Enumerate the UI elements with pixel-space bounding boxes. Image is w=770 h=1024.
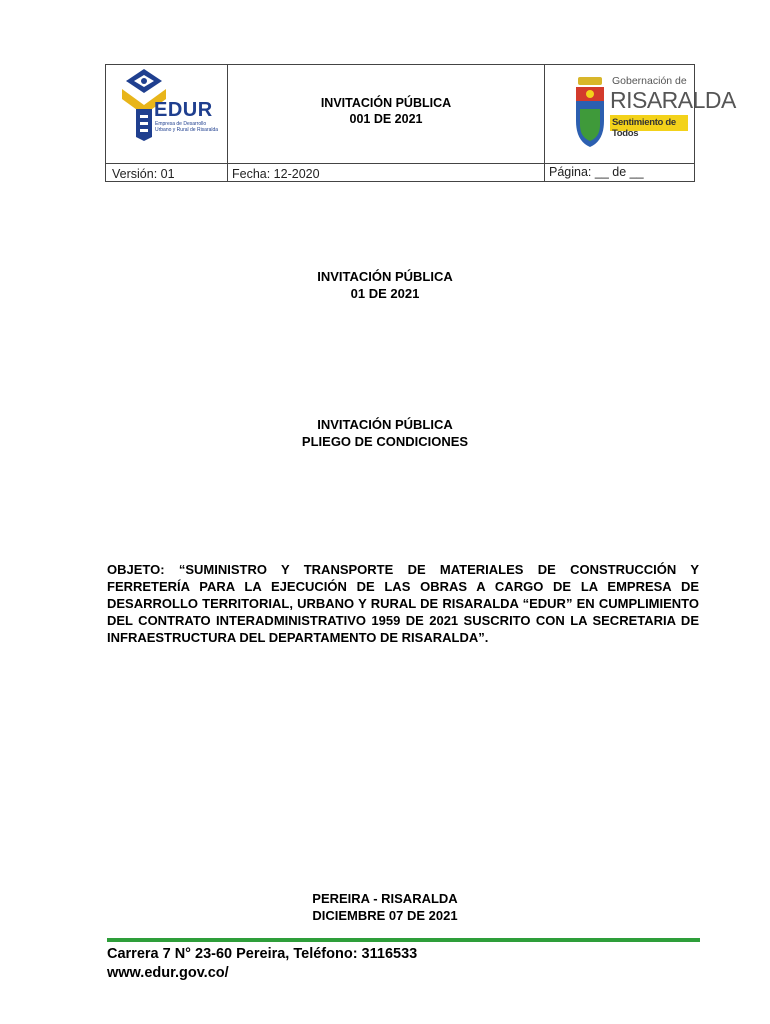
document-header-table bbox=[105, 64, 736, 182]
objeto-paragraph: OBJETO: “SUMINISTRO Y TRANSPORTE DE MATERIALES DE CONSTRUCCIÓN Y FERRETERÍA PARA LA EJECUCIÓN DE LAS OBRAS A CARGO DE LA EMPRESA DE DESARROLLO TERRITORIAL, URBANO Y RURAL DE RISARALDA “EDUR” EN CUMPLIMIENTO DEL CONTRATO INTERADMINISTRATIVO 1959 DE 2021 SUSCRITO CON LA SECRETARIA DE INFRAESTRUCTURA DEL DEPARTAMENTO DE RISARALDA”. bbox=[107, 562, 699, 645]
header-divider bbox=[544, 65, 545, 182]
gobernacion-risaralda-logo: Gobernación de RISARALDA Sentimiento de Todos bbox=[572, 73, 690, 159]
edur-logo-tagline: Empresa de Desarrollo Urbano y Rural de Risaralda bbox=[155, 121, 219, 133]
footer bbox=[107, 945, 417, 983]
cover-title-block: INVITACIÓN PÚBLICA 01 DE 2021 bbox=[317, 269, 453, 301]
edur-logo-name: EDUR bbox=[154, 99, 213, 121]
risaralda-shield-icon bbox=[572, 77, 608, 149]
version-label: Versión: 01 bbox=[112, 167, 175, 181]
fecha-label: Fecha: 12-2020 bbox=[232, 167, 320, 181]
footer-website: www.edur.gov.co/ bbox=[107, 965, 229, 981]
footer-address: Carrera 7 N° 23-60 Pereira, Teléfono: 3116533 bbox=[107, 946, 418, 962]
place-date-block: PEREIRA - RISARALDA DICIEMBRE 07 DE 2021 bbox=[312, 891, 458, 923]
footer-rule bbox=[107, 938, 700, 942]
pagina-label: Página: __ de __ bbox=[549, 165, 644, 179]
edur-logo bbox=[114, 65, 224, 161]
header-title: INVITACIÓN PÚBLICA 001 DE 2021 bbox=[320, 96, 452, 126]
cover-subtitle-block: INVITACIÓN PÚBLICA PLIEGO DE CONDICIONES bbox=[301, 417, 469, 449]
header-divider bbox=[106, 163, 694, 164]
